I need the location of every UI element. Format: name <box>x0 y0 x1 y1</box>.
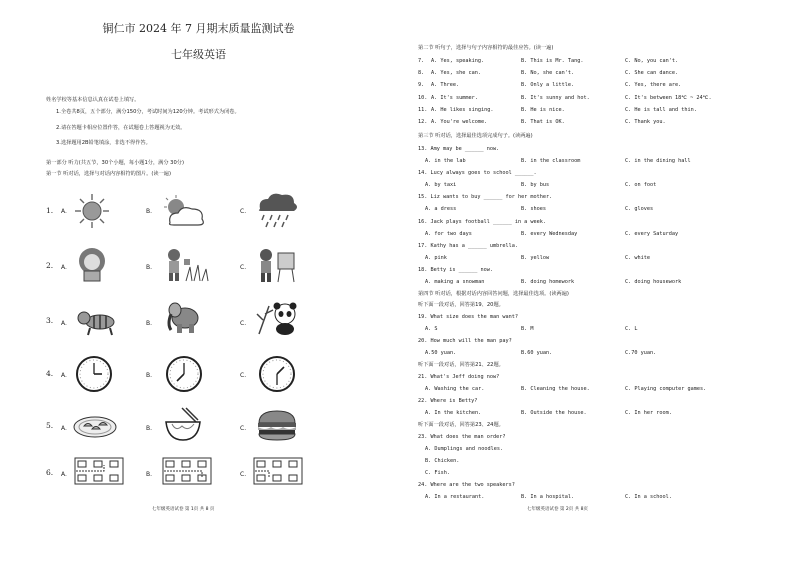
option-text: C. on foot <box>625 182 657 189</box>
option-text: C. Yes, there are. <box>625 82 682 89</box>
exam-title: 铜仁市 2024 年 7 月期末质量监测试卷 <box>102 22 295 35</box>
question-text: 14. Lucy always goes to school ______. <box>418 170 537 177</box>
option-text: B. Only a little. <box>521 82 575 89</box>
option-label: C. <box>240 372 247 379</box>
clock-icon <box>75 355 113 393</box>
option-text: A. Washing the car. <box>425 386 485 392</box>
option-text: C. doing housework <box>625 279 682 285</box>
option-label: B. <box>146 320 153 327</box>
option-text: C. gloves <box>625 206 654 213</box>
option-text: B. doing homework <box>521 279 575 285</box>
group-lead: 听下面一段对话，回答第19、20题。 <box>418 302 504 308</box>
sun-icon <box>74 193 110 229</box>
option-text: A. pink <box>425 254 447 261</box>
notice-line: 1.全卷共8页，五个部分，满分150分，考试时间为120分钟。考试形式为闭卷。 <box>56 109 240 115</box>
option-text: B. every Wednesday <box>521 230 578 237</box>
option-label: C. <box>240 425 247 432</box>
clock-icon <box>165 355 203 393</box>
cloud-sun-icon <box>160 195 208 229</box>
option-text: A. Yes, she can. <box>431 70 481 77</box>
option-text: A. S <box>425 326 438 332</box>
option-text: B. Cleaning the house. <box>521 386 590 392</box>
option-label: B. <box>146 425 153 432</box>
section2-heading: 第二节 听句子，选择与句子内容相符的最佳应答。(读一遍) <box>418 45 554 51</box>
question-number: 2. <box>46 261 54 270</box>
group-lead: 听下面一段对话，回答第23、24题。 <box>418 422 504 428</box>
question-text: 20. How much will the man pay? <box>418 338 512 344</box>
option-text: A. In a restaurant. <box>425 494 485 500</box>
page-footer: 七年级英语试卷 第 1页 共 8 页 <box>152 507 215 512</box>
page-footer: 七年级英语试卷 第 2页 共 8页 <box>527 507 588 512</box>
option-text: B. M <box>521 326 534 332</box>
tiger-icon <box>76 306 120 336</box>
option-label: C. <box>240 264 247 271</box>
option-text: C. Fish. <box>425 470 450 476</box>
option-label: A. <box>61 425 67 432</box>
question-number: 10. <box>418 94 428 101</box>
map-icon <box>162 457 212 485</box>
question-text: 23. What does the man order? <box>418 434 506 440</box>
question-number: 7. <box>418 58 425 64</box>
option-label: C. <box>240 208 247 215</box>
noodles-icon <box>162 406 204 442</box>
dumplings-icon <box>72 413 118 439</box>
group-lead: 听下面一段对话，回答第21、22题。 <box>418 362 504 368</box>
option-label: B. <box>146 264 153 271</box>
option-text: A. Dumplings and noodles. <box>425 446 504 452</box>
option-text: C. every Saturday <box>625 230 679 237</box>
girl-reading-icon <box>76 247 108 283</box>
option-text: A. making a snowman <box>425 279 485 285</box>
question-number: 3. <box>46 316 54 325</box>
option-text: C. In a school. <box>625 494 672 500</box>
option-text: B.60 yuan. <box>521 350 553 356</box>
option-label: A. <box>61 471 67 478</box>
option-text: A. Yes, speaking. <box>431 58 485 64</box>
question-number: 5. <box>46 421 54 430</box>
map-icon <box>253 457 303 485</box>
option-text: B. He is nice. <box>521 106 565 113</box>
map-icon <box>74 457 124 485</box>
notice-line: 3.选择题用2B铅笔填涂，非选不得作答。 <box>56 140 151 146</box>
option-text: C. He is tall and thin. <box>625 106 697 113</box>
question-number: 9. <box>418 82 425 89</box>
panda-icon <box>255 300 301 336</box>
option-text: A. Three. <box>431 82 460 89</box>
option-text: B. No, she can't. <box>521 70 575 77</box>
notice-line: 2.请在答题卡相应位置作答，在试题卷上答题视为无效。 <box>56 125 186 131</box>
question-text: 24. Where are the two speakers? <box>418 482 515 488</box>
option-label: B. <box>146 372 153 379</box>
option-label: B. <box>146 471 153 478</box>
option-text: C. in the dining hall <box>625 158 691 164</box>
question-text: 15. Liz wants to buy ______ for her mother. <box>418 194 553 201</box>
option-text: A. for two days <box>425 230 472 237</box>
option-text: B. shoes <box>521 206 546 213</box>
option-text: A. You're welcome. <box>431 119 488 125</box>
question-text: 13. Amy may be ______ now. <box>418 146 500 152</box>
question-text: 22. Where is Betty? <box>418 398 478 404</box>
option-label: A. <box>61 264 67 271</box>
hamburger-icon <box>255 409 299 441</box>
part1-heading: 第一部分 听力(共五节，30个小题，每小题1分，满分 30分) <box>46 160 184 166</box>
option-label: A. <box>61 208 67 215</box>
option-label: A. <box>61 372 67 379</box>
option-text: B. in the classroom <box>521 158 581 164</box>
option-text: C. L <box>625 326 638 332</box>
notice-heading: 姓名学校等基本信息认真在试卷上填写。 <box>46 97 140 103</box>
option-text: C. No, you can't. <box>625 58 679 64</box>
question-text: 18. Betty is ______ now. <box>418 267 493 273</box>
option-text: B. Chicken. <box>425 458 460 464</box>
boy-painting-icon <box>252 247 300 283</box>
option-text: C.70 yuan. <box>625 350 657 356</box>
option-text: A. by taxi <box>425 182 457 189</box>
option-text: B. In a hospital. <box>521 494 575 500</box>
right-page <box>397 0 794 561</box>
option-text: A. He likes singing. <box>431 106 494 113</box>
option-text: A. in the lab <box>425 158 466 164</box>
option-text: B. It's sunny and hot. <box>521 94 590 101</box>
question-number: 11. <box>418 106 428 113</box>
clock-icon <box>258 355 296 393</box>
option-text: C. Thank you. <box>625 119 666 125</box>
option-text: B. Outside the house. <box>521 410 587 416</box>
option-label: A. <box>61 320 67 327</box>
rain-cloud-icon <box>254 191 300 231</box>
section1-heading: 第一节 听对话，选择与对话内容相符的图片。(读一遍) <box>46 171 172 177</box>
option-text: B. yellow <box>521 254 550 261</box>
question-text: 21. What's Jeff doing now? <box>418 374 500 380</box>
option-text: A.50 yuan. <box>425 350 457 356</box>
boy-garden-icon <box>160 247 210 283</box>
option-text: A. In the kitchen. <box>425 410 482 416</box>
question-number: 8. <box>418 70 425 77</box>
question-number: 1. <box>46 206 54 215</box>
option-text: B. That is OK. <box>521 119 565 125</box>
option-label: B. <box>146 208 153 215</box>
section4-heading: 第四节 听对话，根据对话内容回答问题，选择最佳选项。(读两遍) <box>418 291 569 297</box>
question-number: 6. <box>46 468 54 477</box>
option-text: C. She can dance. <box>625 70 679 77</box>
option-text: B. This is Mr. Tang. <box>521 58 584 64</box>
option-text: C. white <box>625 254 650 261</box>
question-text: 16. Jack plays football ______ in a week. <box>418 218 547 225</box>
question-number: 4. <box>46 369 54 378</box>
option-label: C. <box>240 320 247 327</box>
option-label: C. <box>240 471 247 478</box>
question-text: 17. Kathy has a ______ umbrella. <box>418 242 518 249</box>
question-text: 19. What size does the man want? <box>418 314 518 320</box>
option-text: A. a dress <box>425 206 457 213</box>
elephant-icon <box>165 300 201 334</box>
option-text: C. It's between 18℃ ~ 24℃. <box>625 94 712 101</box>
option-text: C. Playing computer games. <box>625 386 707 392</box>
exam-subtitle: 七年级英语 <box>171 48 226 61</box>
option-text: C. In her room. <box>625 410 672 416</box>
option-text: A. It's summer. <box>431 94 478 101</box>
question-number: 12. <box>418 119 428 125</box>
section3-heading: 第三节 听对话，选择最佳选项完成句子。(读两遍) <box>418 133 533 139</box>
option-text: B. by bus <box>521 182 550 189</box>
